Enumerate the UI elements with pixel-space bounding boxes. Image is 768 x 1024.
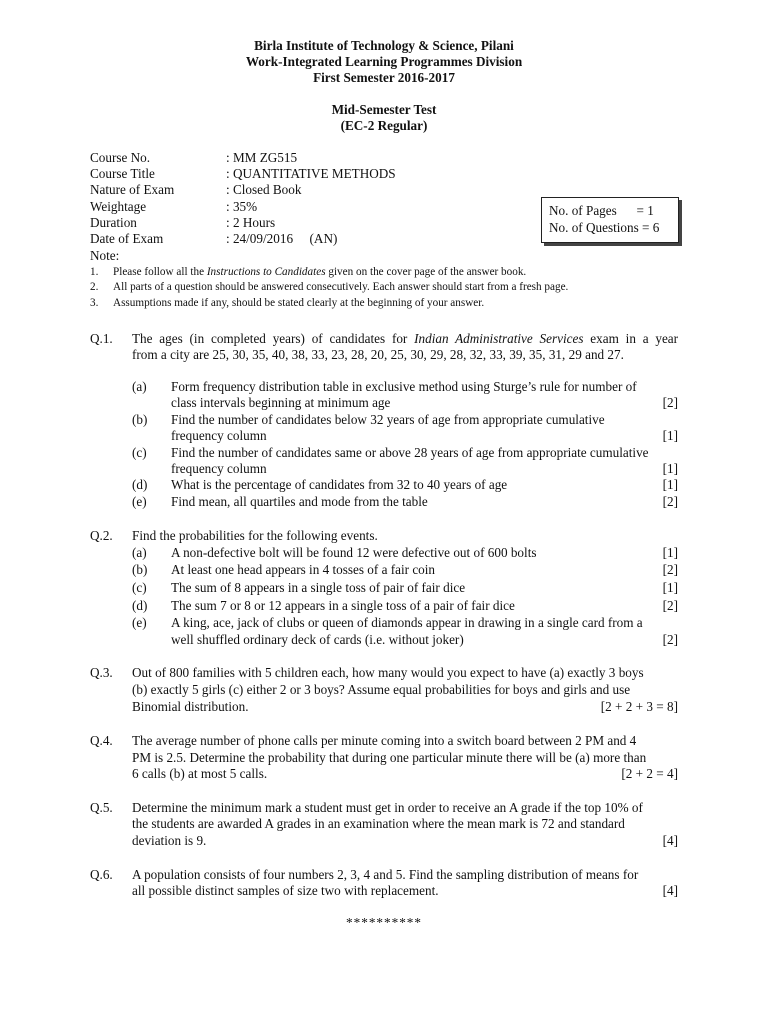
q-line: the students are awarded A grades in an examination where the mean mark is 72 and standard — [132, 816, 625, 831]
q-line — [132, 331, 678, 347]
marks: [4] — [662, 833, 678, 848]
note-item — [90, 296, 484, 310]
subquestion — [132, 379, 678, 411]
marks: [2 + 2 = 4] — [621, 766, 678, 781]
sub-text: The sum of 8 appears in a single toss of pair of fair dice — [171, 580, 466, 595]
marks: [2] — [662, 395, 678, 410]
question-text — [132, 766, 678, 782]
question-text — [132, 733, 678, 749]
subquestion — [132, 412, 678, 444]
question-text — [132, 750, 678, 766]
sub-letter: (e) — [132, 494, 147, 509]
question-text — [132, 883, 678, 899]
question-text — [132, 331, 678, 347]
questions-count: No. of Questions = 6 — [549, 220, 660, 235]
note-number: 2. — [90, 281, 99, 293]
sub-text: Form frequency distribution table in exclusive method using Sturge’s rule for number of — [171, 379, 637, 394]
question-text — [132, 833, 678, 849]
question-number: Q.5. — [90, 800, 113, 815]
q-line: PM is 2.5. Determine the probability that during one particular minute there will be (a) more than — [132, 750, 647, 765]
question-number: Q.4. — [90, 733, 113, 748]
q-line: all possible distinct samples of size two with replacement. — [132, 883, 439, 898]
note-number: 3. — [90, 297, 99, 309]
sub-letter: (c) — [132, 445, 147, 460]
subquestion — [132, 615, 678, 647]
note-title: Note: — [90, 248, 120, 263]
subquestion — [132, 598, 678, 614]
subquestion — [132, 562, 678, 578]
sub-text: Find the number of candidates same or above 28 years of age from appropriate cumulative — [171, 445, 649, 460]
sub-text: Find the number of candidates below 32 years of age from appropriate cumulative — [171, 412, 605, 427]
marks: [4] — [662, 883, 678, 898]
question-text — [132, 800, 678, 816]
sub-text: A non-defective bolt will be found 12 were defective out of 600 bolts — [171, 545, 537, 560]
marks: [1] — [662, 477, 678, 492]
test-type: (EC-2 Regular) — [340, 118, 428, 133]
course-label: Duration — [90, 215, 137, 230]
course-value: : QUANTITATIVE METHODS — [226, 166, 396, 181]
q-line: (b) exactly 5 girls (c) either 2 or 3 boys? Assume equal probabilities for boys and girls and use — [132, 682, 631, 697]
marks: [1] — [662, 580, 678, 595]
sub-letter: (e) — [132, 615, 147, 630]
sub-letter: (a) — [132, 379, 147, 394]
sub-text: frequency column — [171, 461, 267, 476]
sub-letter: (b) — [132, 412, 148, 427]
q-emphasis: Indian Administrative Services — [414, 331, 584, 346]
sub-text: A king, ace, jack of clubs or queen of diamonds appear in drawing in a single card from a — [171, 615, 643, 630]
question-number: Q.3. — [90, 665, 113, 680]
marks: [2] — [662, 494, 678, 509]
subquestion — [132, 477, 678, 493]
note-text: Assumptions made if any, should be stated clearly at the beginning of your answer. — [113, 297, 485, 309]
question-text — [132, 816, 678, 832]
q-line: Out of 800 families with 5 children each, how many would you expect to have (a) exactly 3 boys — [132, 665, 644, 680]
marks: [2] — [662, 598, 678, 613]
pages-count: No. of Pages = 1 — [549, 203, 654, 218]
course-value: : 24/09/2016 (AN) — [226, 231, 338, 246]
subquestion — [132, 494, 678, 510]
q-line: Determine the minimum mark a student must get in order to receive an A grade if the top 10% of — [132, 800, 643, 815]
semester: First Semester 2016-2017 — [313, 70, 455, 85]
sub-letter: (a) — [132, 545, 147, 560]
course-value: : Closed Book — [226, 182, 302, 197]
question-text: Find the probabilities for the following events. — [132, 528, 378, 543]
q-text: exam in a year — [583, 331, 679, 346]
marks: [2] — [662, 632, 678, 647]
course-label: Course Title — [90, 166, 155, 181]
course-value: : 35% — [226, 199, 258, 214]
q-line: 6 calls (b) at most 5 calls. — [132, 766, 268, 781]
note-text: given on the cover page of the answer book. — [325, 266, 527, 278]
note-item — [90, 265, 526, 279]
sub-text: At least one head appears in 4 tosses of a fair coin — [171, 562, 436, 577]
course-value: : 2 Hours — [226, 215, 276, 230]
subquestion — [132, 545, 678, 561]
sub-letter: (c) — [132, 580, 147, 595]
question-text — [132, 682, 678, 698]
note-emphasis: Instructions to Candidates — [206, 266, 326, 278]
test-title: Mid-Semester Test — [331, 102, 437, 117]
sub-text: class intervals beginning at minimum age — [171, 395, 391, 410]
question-number: Q.2. — [90, 528, 113, 543]
question-text — [132, 867, 678, 883]
note-item — [90, 280, 568, 294]
sub-text: Find mean, all quartiles and mode from the table — [171, 494, 428, 509]
course-label: Nature of Exam — [90, 182, 175, 197]
question-text — [132, 699, 678, 715]
sub-letter: (d) — [132, 598, 148, 613]
course-label: Date of Exam — [90, 231, 164, 246]
sub-text: well shuffled ordinary deck of cards (i.e. without joker) — [171, 632, 464, 647]
note-text: Please follow all the — [113, 266, 207, 278]
question-text — [132, 665, 678, 681]
q-line: Binomial distribution. — [132, 699, 249, 714]
course-label: Course No. — [90, 150, 151, 165]
marks: [1] — [662, 461, 678, 476]
pages-questions-box — [541, 197, 679, 243]
q-line: deviation is 9. — [132, 833, 207, 848]
division-name: Work-Integrated Learning Programmes Division — [245, 54, 523, 69]
q-line: The average number of phone calls per minute coming into a switch board between 2 PM and 4 — [132, 733, 637, 748]
q-text: The ages (in completed years) of candidates for — [132, 331, 415, 346]
sub-text: The sum 7 or 8 or 12 appears in a single toss of a pair of fair dice — [171, 598, 515, 613]
note-text: All parts of a question should be answered consecutively. Each answer should start from a fresh page. — [113, 281, 569, 293]
institute-name: Birla Institute of Technology & Science, Pilani — [254, 38, 514, 53]
question-number: Q.6. — [90, 867, 113, 882]
marks: [1] — [662, 545, 678, 560]
subquestion — [132, 445, 678, 477]
marks: [2] — [662, 562, 678, 577]
subquestion — [132, 580, 678, 596]
course-value: : MM ZG515 — [226, 150, 298, 165]
marks: [2 + 2 + 3 = 8] — [600, 699, 678, 714]
question-text: from a city are 25, 30, 35, 40, 38, 33, 23, 28, 20, 25, 30, 29, 28, 32, 33, 39, 35, 31, 29 and 27. — [132, 347, 624, 362]
note-number: 1. — [90, 266, 99, 278]
sub-text: What is the percentage of candidates from 32 to 40 years of age — [171, 477, 508, 492]
course-label: Weightage — [90, 199, 147, 214]
marks: [1] — [662, 428, 678, 443]
sub-text: frequency column — [171, 428, 267, 443]
sub-letter: (b) — [132, 562, 148, 577]
q-line: A population consists of four numbers 2, 3, 4 and 5. Find the sampling distribution of means for — [132, 867, 639, 882]
end-marker: ********** — [346, 915, 422, 930]
sub-letter: (d) — [132, 477, 148, 492]
question-number: Q.1. — [90, 331, 113, 346]
